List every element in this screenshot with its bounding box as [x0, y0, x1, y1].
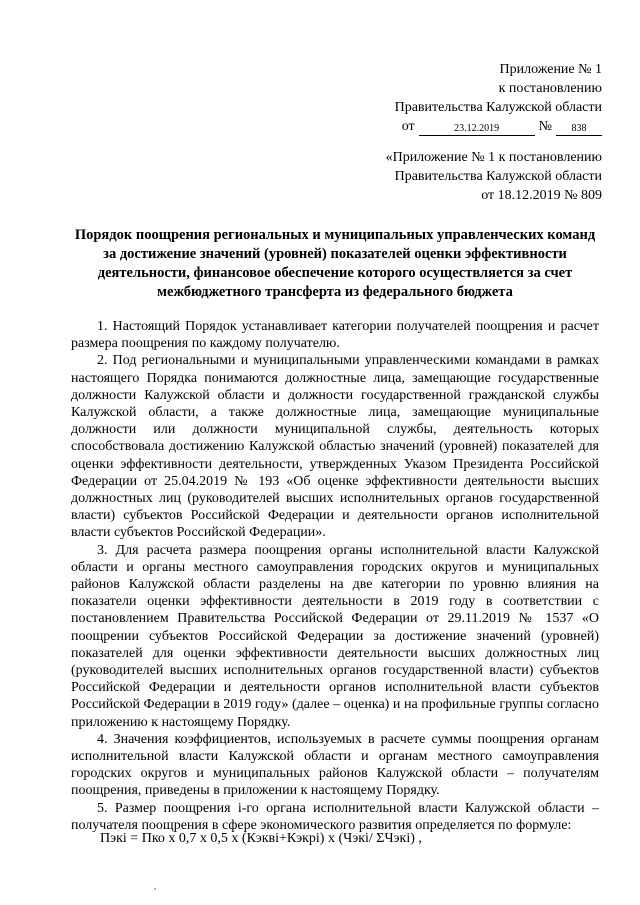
amended-line-2: Правительства Калужской области [394, 169, 602, 184]
appendix-to-resolution: к постановлению [498, 81, 602, 96]
document-title: Порядок поощрения региональных и муниципальных управленческих команд за достижение значений (уровней) показателей оценки эффективности деятельности, финансовое обеспечение которого осуществляется за счет межбюджетного трансферта из федерального бюджета [74, 227, 596, 300]
appendix-government: Правительства Калужской области [394, 100, 602, 115]
paragraph-1: 1. Настоящий Порядок устанавливает категории получателей поощрения и расчет размера поощрения по каждому получателю. [71, 319, 599, 352]
amended-header [386, 148, 602, 205]
paragraph-2: 2. Под региональными и муниципальными управленческими командами в рамках настоящего Порядка понимаются должностные лица, замещающие государственные должности Калужской области и должности государственной гражданской службы Калужской области, а также должностные лица, замещающие муниципальные должности или должности муниципальной службы, деятельность которых способствовала достижению Калужской областью значений (уровней) показателей для оценки эффективности деятельности, утвержденных Указом Президента Российской Федерации от 25.04.2019 № 193 «Об оценке эффективности деятельности высших должностных лиц (руководителей высших исполнительных органов государственной власти) субъектов Российской Федерации и деятельности органов исполнительной власти субъектов Российской Федерации». [71, 353, 599, 541]
formula: Пэкі = Пко x 0,7 x 0,5 x (Кэкві+Кэкрі) x (Чэкі/ ΣЧэкі) , [100, 831, 422, 846]
number-label: № [538, 119, 552, 134]
amended-line-3: от 18.12.2019 № 809 [481, 188, 602, 203]
resolution-date: 23.12.2019 [419, 123, 535, 136]
from-label: от [401, 119, 415, 134]
scan-speck [154, 888, 156, 890]
appendix-header [395, 60, 602, 136]
amended-line-1: «Приложение № 1 к постановлению [385, 150, 602, 165]
resolution-date-number [402, 117, 602, 136]
document-body [71, 318, 599, 834]
appendix-number: Приложение № 1 [499, 62, 602, 77]
paragraph-3: 3. Для расчета размера поощрения органы исполнительной власти Калужской области и органы местного самоуправления городских округов и муниципальных районов Калужской области разделены на две категории по уровню влияния на показатели оценки эффективности деятельности в 2019 году в соответствии с постановлением Правительства Российской Федерации от 29.11.2019 № 1537 «О поощрении субъектов Российской Федерации за достижение значений (уровней) показателей для оценки эффективности деятельности высших должностных лиц (руководителей высших исполнительных органов государственной власти) субъектов Российской Федерации и деятельности органов исполнительной власти субъектов Российской Федерации в 2019 году» (далее – оценка) и на профильные группы согласно приложению к настоящему Порядку. [71, 542, 599, 730]
paragraph-4: 4. Значения коэффициентов, используемых в расчете суммы поощрения органам исполнительной власти Калужской области и органам местного самоуправления городских округов и муниципальных районов Калужской области – получателям поощрения, приведены в приложении к настоящему Порядку. [71, 731, 599, 799]
resolution-number: 838 [556, 123, 602, 136]
paragraph-5: 5. Размер поощрения i-го органа исполнительной власти Калужской области – получателя поощрения в сфере экономического развития определяется по формуле: [71, 800, 599, 833]
